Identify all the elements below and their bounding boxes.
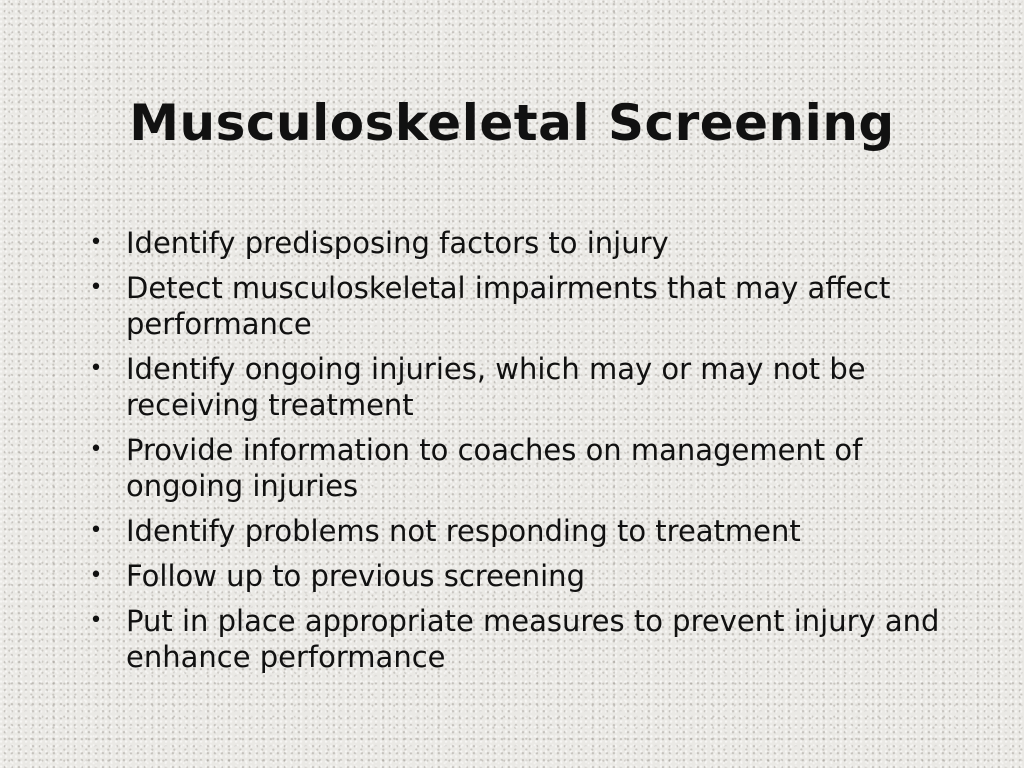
bullet-item (86, 351, 956, 423)
bullet-text: Provide information to coaches on management of ongoing injuries (126, 433, 863, 503)
bullet-item (86, 432, 956, 504)
bullet-item (86, 603, 956, 675)
bullet-text: Put in place appropriate measures to prevent injury and enhance performance (126, 604, 940, 674)
slide-title: Musculoskeletal Screening (129, 94, 895, 152)
bullet-item (86, 558, 956, 594)
bullet-dot-icon: • (89, 275, 103, 300)
bullet-dot-icon: • (89, 608, 103, 633)
bullet-item (86, 513, 956, 549)
bullet-dot-icon: • (89, 356, 103, 381)
bullet-text: Identify predisposing factors to injury (126, 226, 669, 260)
bullet-item (86, 225, 956, 261)
bullet-dot-icon: • (89, 518, 103, 543)
bullet-text: Detect musculoskeletal impairments that may affect performance (126, 271, 891, 341)
bullet-text: Identify ongoing injuries, which may or may not be receiving treatment (126, 352, 866, 422)
bullet-dot-icon: • (89, 563, 103, 588)
bullet-text: Identify problems not responding to treatment (126, 514, 801, 548)
bullet-item (86, 270, 956, 342)
bullet-dot-icon: • (89, 437, 103, 462)
bullet-dot-icon: • (89, 230, 103, 255)
bullet-list (86, 225, 956, 684)
bullet-text: Follow up to previous screening (126, 559, 585, 593)
